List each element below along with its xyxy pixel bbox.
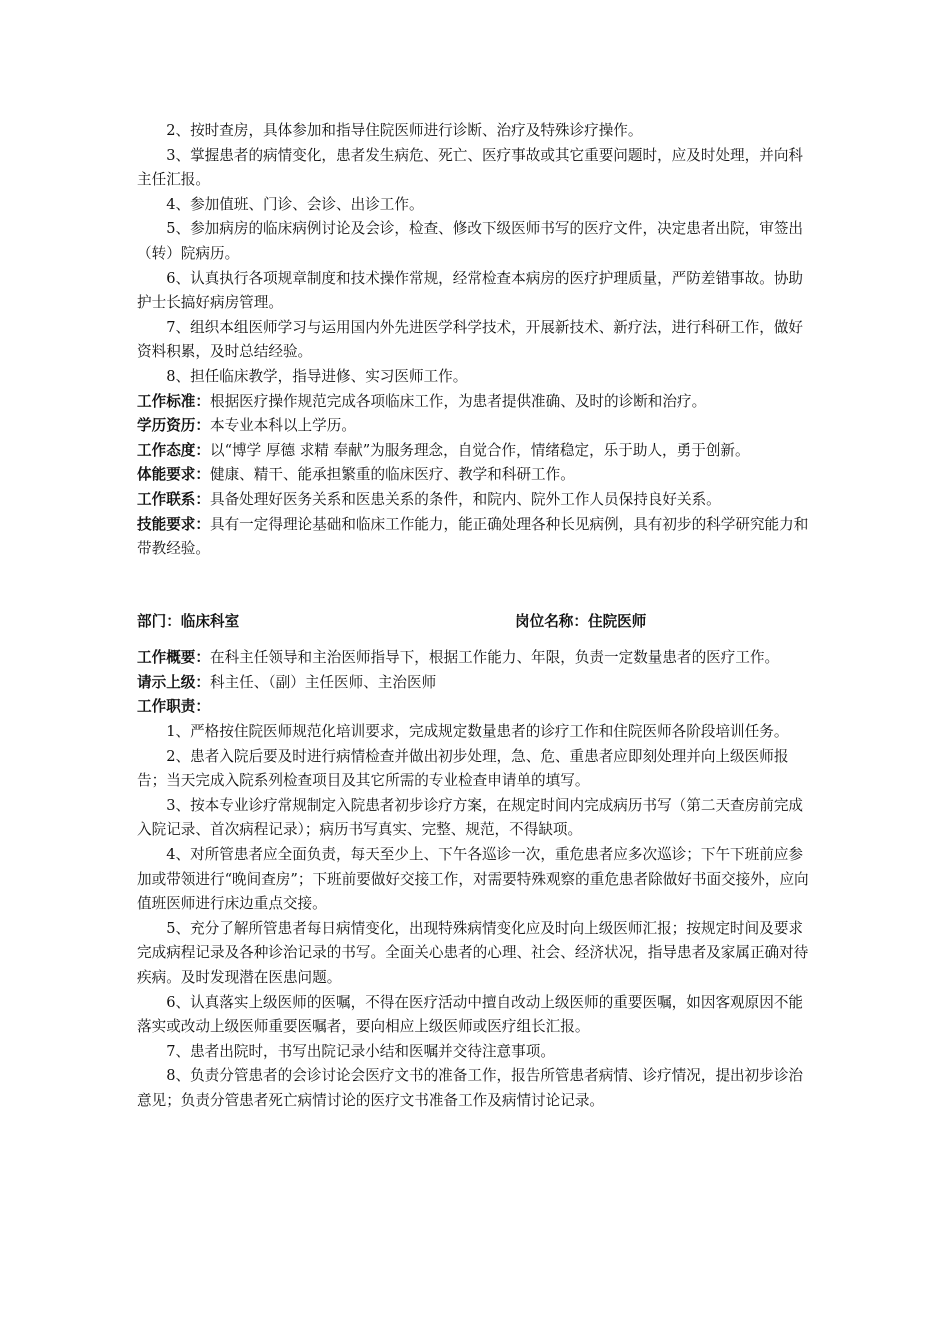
reporting-superior [137,671,817,696]
field-label: 工作标准： [137,392,210,410]
field-text: 根据医疗操作规范完成各项临床工作，为患者提供准确、及时的诊断和治疗。 [209,392,707,410]
document-content [137,119,817,1114]
position-name-label: 岗位名称：住院医师 [515,612,647,630]
field-text: 以“博学 厚德 求精 奉献”为服务理念，自觉合作，情绪稳定，乐于助人，勇于创新。 [209,441,750,459]
duty-item: 3、按本专业诊疗常规制定入院患者初步诊疗方案，在规定时间内完成病历书写（第二天查房前完成入院记录、首次病程记录）；病历书写真实、完整、规范，不得缺项。 [137,796,804,839]
field-label: 请示上级： [137,673,210,691]
field-text: 本专业本科以上学历。 [209,417,356,435]
field-text: 科主任、（副）主任医师、主治医师 [209,673,437,691]
duties-heading: 工作职责： [137,698,210,716]
work-summary [137,646,817,671]
duty-item: 6、认真执行各项规章制度和技术操作常规，经常检查本病房的医疗护理质量，严防差错事故。协助护士长搞好病房管理。 [137,269,804,312]
work-standard [137,390,817,415]
field-label: 工作概要： [137,649,210,667]
work-attitude [137,439,817,464]
department-header [137,610,817,635]
duty-item: 2、按时查房，具体参加和指导住院医师进行诊断、治疗及特殊诊疗操作。 [166,122,643,139]
department-label: 部门：临床科室 [137,612,240,630]
field-label: 体能要求： [137,466,210,484]
duty-item: 6、认真落实上级医师的医嘱，不得在医疗活动中擅自改动上级医师的重要医嘱，如因客观原因不能落实或改动上级医师重要医嘱者，要向相应上级医师或医疗组长汇报。 [137,993,804,1036]
field-label: 工作态度： [137,441,210,459]
duty-item: 8、担任临床教学，指导进修、实习医师工作。 [166,367,468,385]
field-text: 健康、精干、能承担繁重的临床医疗、教学和科研工作。 [209,466,575,484]
duty-item: 7、患者出院时，书写出院记录小结和医嘱并交待注意事项。 [166,1042,555,1060]
physical-requirement [137,463,817,488]
duty-item: 2、患者入院后要及时进行病情检查并做出初步处理，急、危、重患者应即刻处理并向上级医师报告；当天完成入院系列检查项目及其它所需的专业检查申请单的填写。 [137,747,789,790]
work-relations [137,488,817,513]
field-label: 学历资历： [137,417,210,435]
section-spacer [137,562,817,610]
duty-item: 5、充分了解所管患者每日病情变化，出现特殊病情变化应及时向上级医师汇报；按规定时间及要求完成病程记录及各种诊治记录的书写。全面关心患者的心理、社会、经济状况，指导患者及家属正确对待疾病。及时发现潜在医患问题。 [137,919,809,986]
header-spacer [137,634,817,646]
duty-item: 3、掌握患者的病情变化，患者发生病危、死亡、医疗事故或其它重要问题时，应及时处理，并向科主任汇报。 [137,146,804,189]
duty-item: 4、对所管患者应全面负责，每天至少上、下午各巡诊一次，重危患者应多次巡诊；下午下班前应参加或带领进行“晚间查房”；下班前要做好交接工作，对需要特殊观察的重危患者除做好书面交接外，应向值班医师进行床边重点交接。 [137,846,809,913]
skill-requirement [137,513,817,562]
duty-item: 4、参加值班、门诊、会诊、出诊工作。 [166,195,424,213]
duty-item: 1、严格按住院医师规范化培训要求，完成规定数量患者的诊疗工作和住院医师各阶段培训任务。 [166,723,789,741]
field-text: 具备处理好医务关系和医患关系的条件，和院内、院外工作人员保持良好关系。 [209,490,721,508]
field-label: 工作联系： [137,490,210,508]
field-label: 技能要求： [137,515,210,533]
field-text: 在科主任领导和主治医师指导下，根据工作能力、年限，负责一定数量患者的医疗工作。 [209,649,780,667]
field-text: 具有一定得理论基础和临床工作能力，能正确处理各种长见病例，具有初步的科学研究能力和带教经验。 [137,515,809,558]
duty-item: 8、负责分管患者的会诊讨论会医疗文书的准备工作，报告所管患者病情、诊疗情况，提出初步诊治意见；负责分管患者死亡病情讨论的医疗文书准备工作及病情讨论记录。 [137,1067,804,1109]
duty-item: 7、组织本组医师学习与运用国内外先进医学科学技术，开展新技术、新疗法，进行科研工作，做好资料积累，及时总结经验。 [137,318,804,361]
duty-item: 5、参加病房的临床病例讨论及会诊，检查、修改下级医师书写的医疗文件，决定患者出院，审签出（转）院病历。 [137,220,804,262]
education-requirement [137,414,817,439]
